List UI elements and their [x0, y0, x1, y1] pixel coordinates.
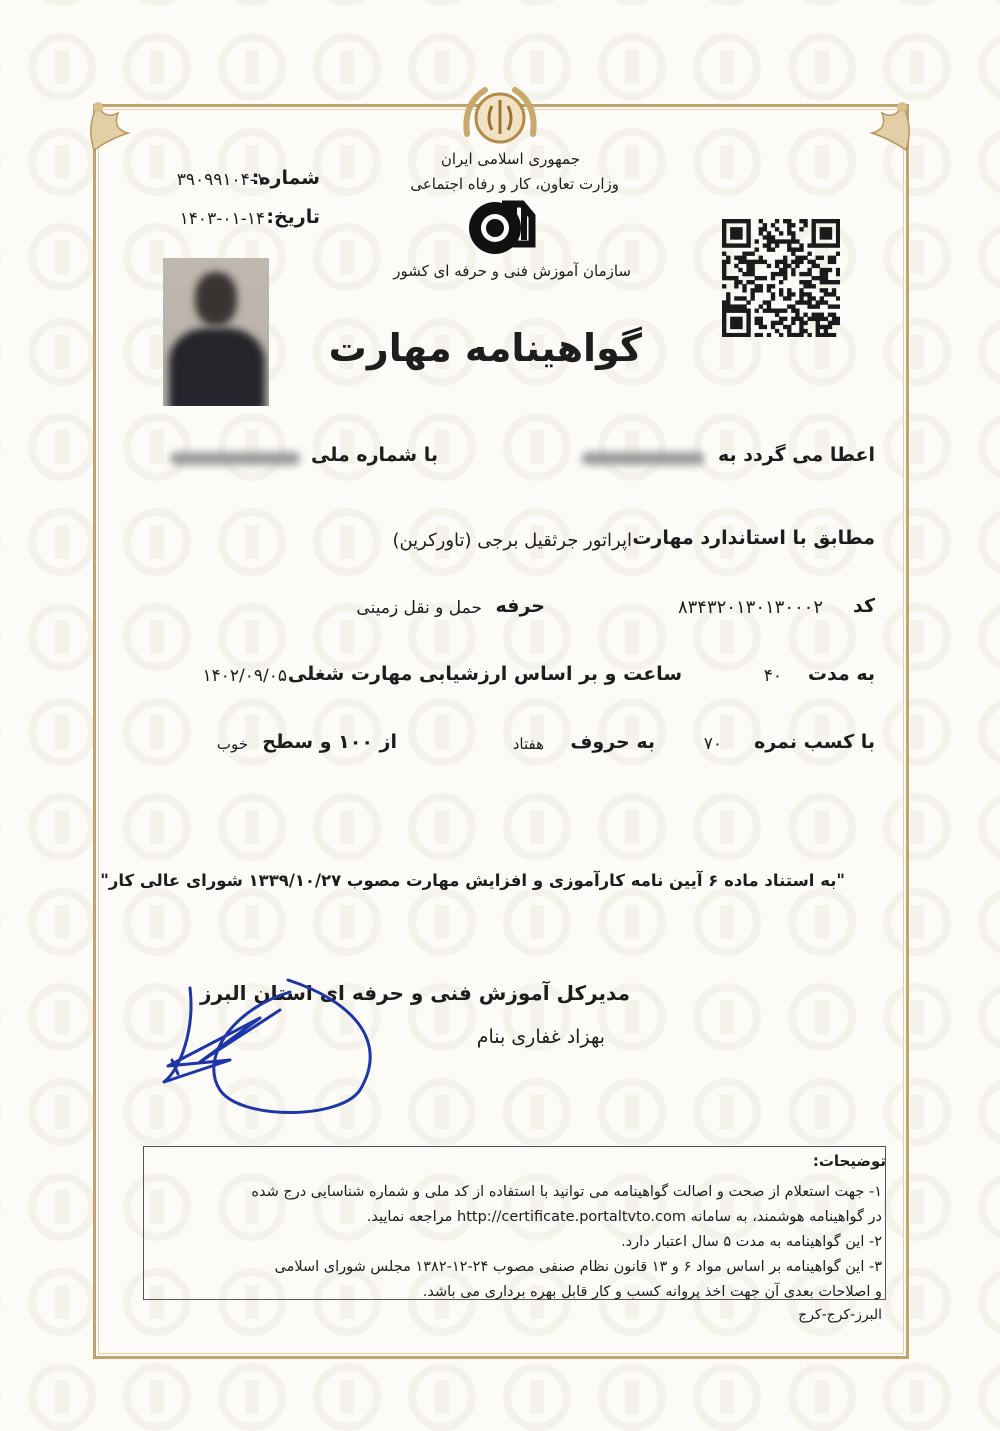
holder-name-redacted — [582, 452, 704, 465]
signature-icon — [160, 970, 400, 1120]
footer-location: البرز-کرج-کرج — [798, 1307, 882, 1323]
qr-code-icon — [722, 219, 840, 337]
standard-value: اپراتور جرثقیل برجی (تاورکرین) — [392, 530, 632, 551]
trade-value: حمل و نقل زمینی — [356, 598, 482, 618]
score-value: ۷۰ — [703, 734, 722, 754]
signatory-name: بهزاد غفاری بنام — [476, 1026, 605, 1048]
ornament-left-icon — [84, 95, 138, 155]
code-label: کد — [852, 595, 875, 617]
header-republic: جمهوری اسلامی ایران — [440, 150, 580, 168]
national-id-label: با شماره ملی — [311, 444, 438, 466]
ornament-right-icon — [862, 95, 916, 155]
score-label: با کسب نمره — [754, 731, 875, 753]
level-value: خوب — [216, 735, 248, 753]
number-value: ۳۹۰۹۹۱۰۴-۱ — [176, 170, 265, 190]
note-line-3: ۲- این گواهینامه به مدت ۵ سال اعتبار دارد. — [621, 1234, 882, 1250]
standard-label: مطابق با استاندارد مهارت — [632, 527, 875, 549]
date-label: تاریخ: — [266, 206, 320, 228]
out-of-label: از ۱۰۰ و سطح — [262, 731, 397, 753]
hours-label: ساعت و بر اساس ارزشیابی مهارت شغلی — [287, 663, 682, 685]
note-line-4: ۳- این گواهینامه بر اساس مواد ۶ و ۱۳ قانون نظام صنفی مصوب ۲۴-۱۲-۱۳۸۲ مجلس شورای اسلامی — [274, 1259, 882, 1275]
letters-label: به حروف — [570, 731, 655, 753]
certificate-title: گواهینامه مهارت — [328, 326, 642, 370]
note-line-2: در گواهینامه هوشمند، به سامانه http://certificate.portaltvto.com مراجعه نمایید. — [366, 1209, 882, 1225]
note-line-1: ۱- جهت استعلام از صحت و اصالت گواهینامه می توانید با استفاده از کد ملی و شماره شناسایی درج شده — [251, 1184, 882, 1200]
emblem-icon — [461, 84, 539, 154]
tvto-logo-icon — [462, 198, 540, 258]
number-label: شماره: — [251, 167, 320, 189]
header-organization: سازمان آموزش فنی و حرفه ای کشور — [393, 262, 631, 280]
note-line-5: و اصلاحات بعدی آن جهت اخذ پروانه کسب و کار قابل بهره برداری می باشد. — [422, 1284, 882, 1300]
granted-label: اعطا می گردد به — [718, 444, 875, 466]
eval-date: ۱۴۰۲/۰۹/۰۵ — [202, 666, 287, 686]
date-value: ۱۴۰۳-۰۱-۱۴ — [179, 209, 265, 229]
header-ministry: وزارت تعاون، کار و رفاه اجتماعی — [410, 175, 619, 193]
national-id-redacted — [170, 452, 300, 465]
code-value: ۸۳۴۳۲۰۱۳۰۱۳۰۰۰۲ — [677, 597, 823, 618]
legal-basis: "به استناد ماده ۶ آیین نامه کارآموزی و افزایش مهارت مصوب ۱۳۳۹/۱۰/۲۷ شورای عالی کار" — [100, 871, 845, 890]
signatory-title: مدیرکل آموزش فنی و حرفه ای استان البرز — [200, 981, 630, 1005]
duration-value: ۴۰ — [763, 666, 782, 686]
trade-label: حرفه — [495, 595, 545, 617]
letters-value: هفتاد — [512, 735, 544, 753]
duration-label: به مدت — [807, 663, 875, 685]
notes-heading: توضیحات: — [812, 1152, 886, 1170]
holder-photo — [163, 258, 269, 406]
